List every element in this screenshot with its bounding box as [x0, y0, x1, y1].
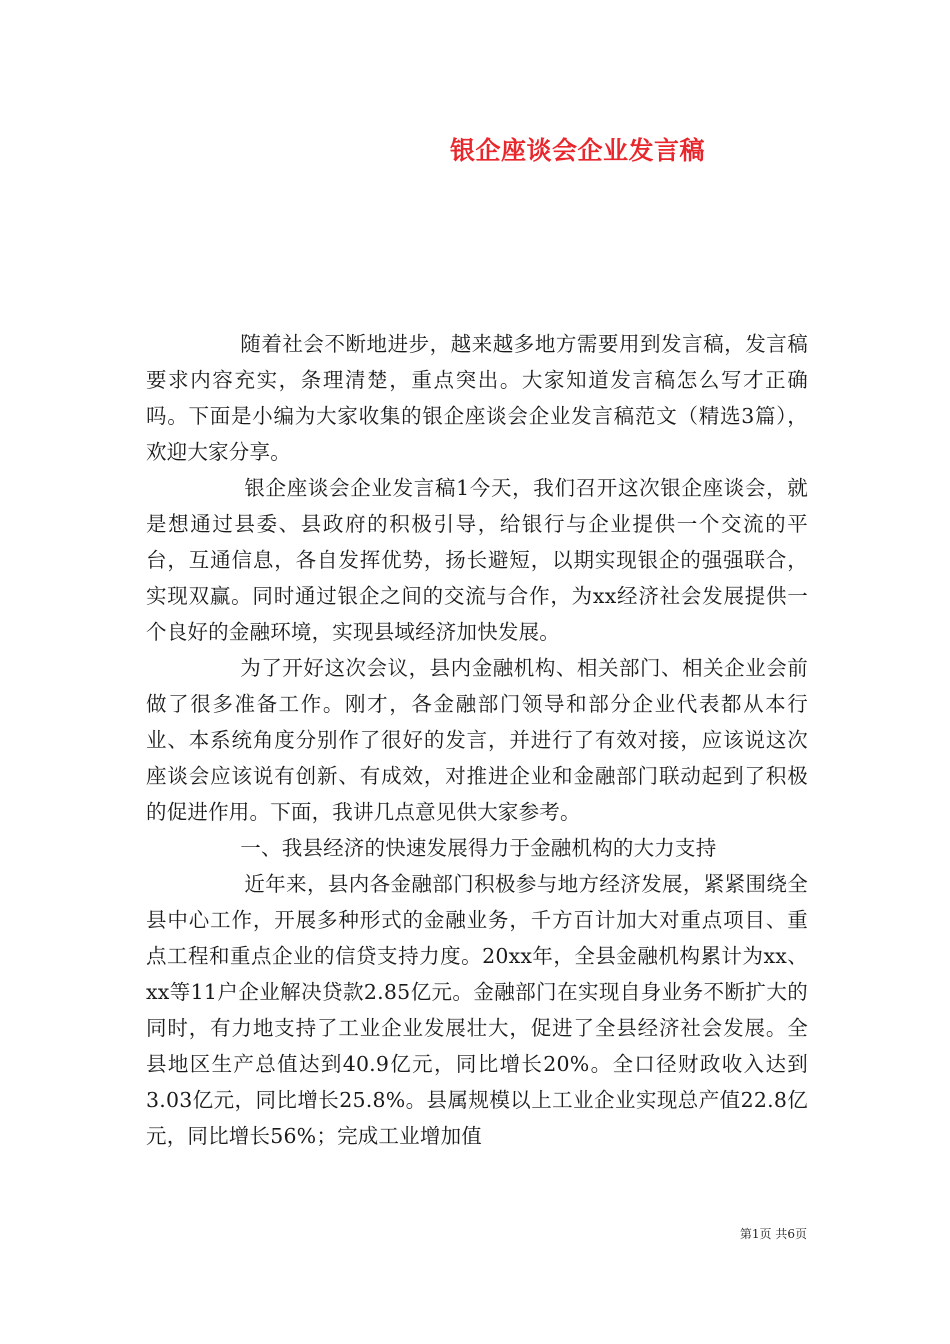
page-number: 第1页 共6页 [739, 1227, 807, 1241]
section-heading: 一、我县经济的快速发展得力于金融机构的大力支持 [240, 836, 717, 860]
document-body [146, 326, 808, 1154]
speech-1-paragraph: 银企座谈会企业发言稿1今天，我们召开这次银企座谈会，就是想通过县委、县政府的积极引导，给银行与企业提供一个交流的平台，互通信息，各自发挥优势，扬长避短，以期实现银企的强强联合，实现双赢。同时通过银企之间的交流与合作，为xx经济社会发展提供一个良好的金融环境，实现县域经济加快发展。 [146, 476, 808, 644]
document-title: 银企座谈会企业发言稿 [449, 136, 705, 165]
development-paragraph: 近年来，县内各金融部门积极参与地方经济发展，紧紧围绕全县中心工作，开展多种形式的金融业务，千方百计加大对重点项目、重点工程和重点企业的信贷支持力度。20xx年，全县金融机构累计为xx、xx等11户企业解决贷款2.85亿元。金融部门在实现自身业务不断扩大的同时，有力地支持了工业企业发展壮大，促进了全县经济社会发展。全县地区生产总值达到40.9亿元，同比增长20%。全口径财政收入达到3.03亿元，同比增长25.8%。县属规模以上工业企业实现总产值22.8亿元，同比增长56%；完成工业增加值 [146, 872, 808, 1148]
intro-paragraph: 随着社会不断地进步，越来越多地方需要用到发言稿，发言稿要求内容充实，条理清楚，重点突出。大家知道发言稿怎么写才正确吗。下面是小编为大家收集的银企座谈会企业发言稿范文（精选3篇），欢迎大家分享。 [146, 332, 808, 464]
preparation-paragraph: 为了开好这次会议，县内金融机构、相关部门、相关企业会前做了很多准备工作。刚才，各金融部门领导和部分企业代表都从本行业、本系统角度分别作了很好的发言，并进行了有效对接，应该说这次座谈会应该说有创新、有成效，对推进企业和金融部门联动起到了积极的促进作用。下面，我讲几点意见供大家参考。 [146, 656, 808, 824]
